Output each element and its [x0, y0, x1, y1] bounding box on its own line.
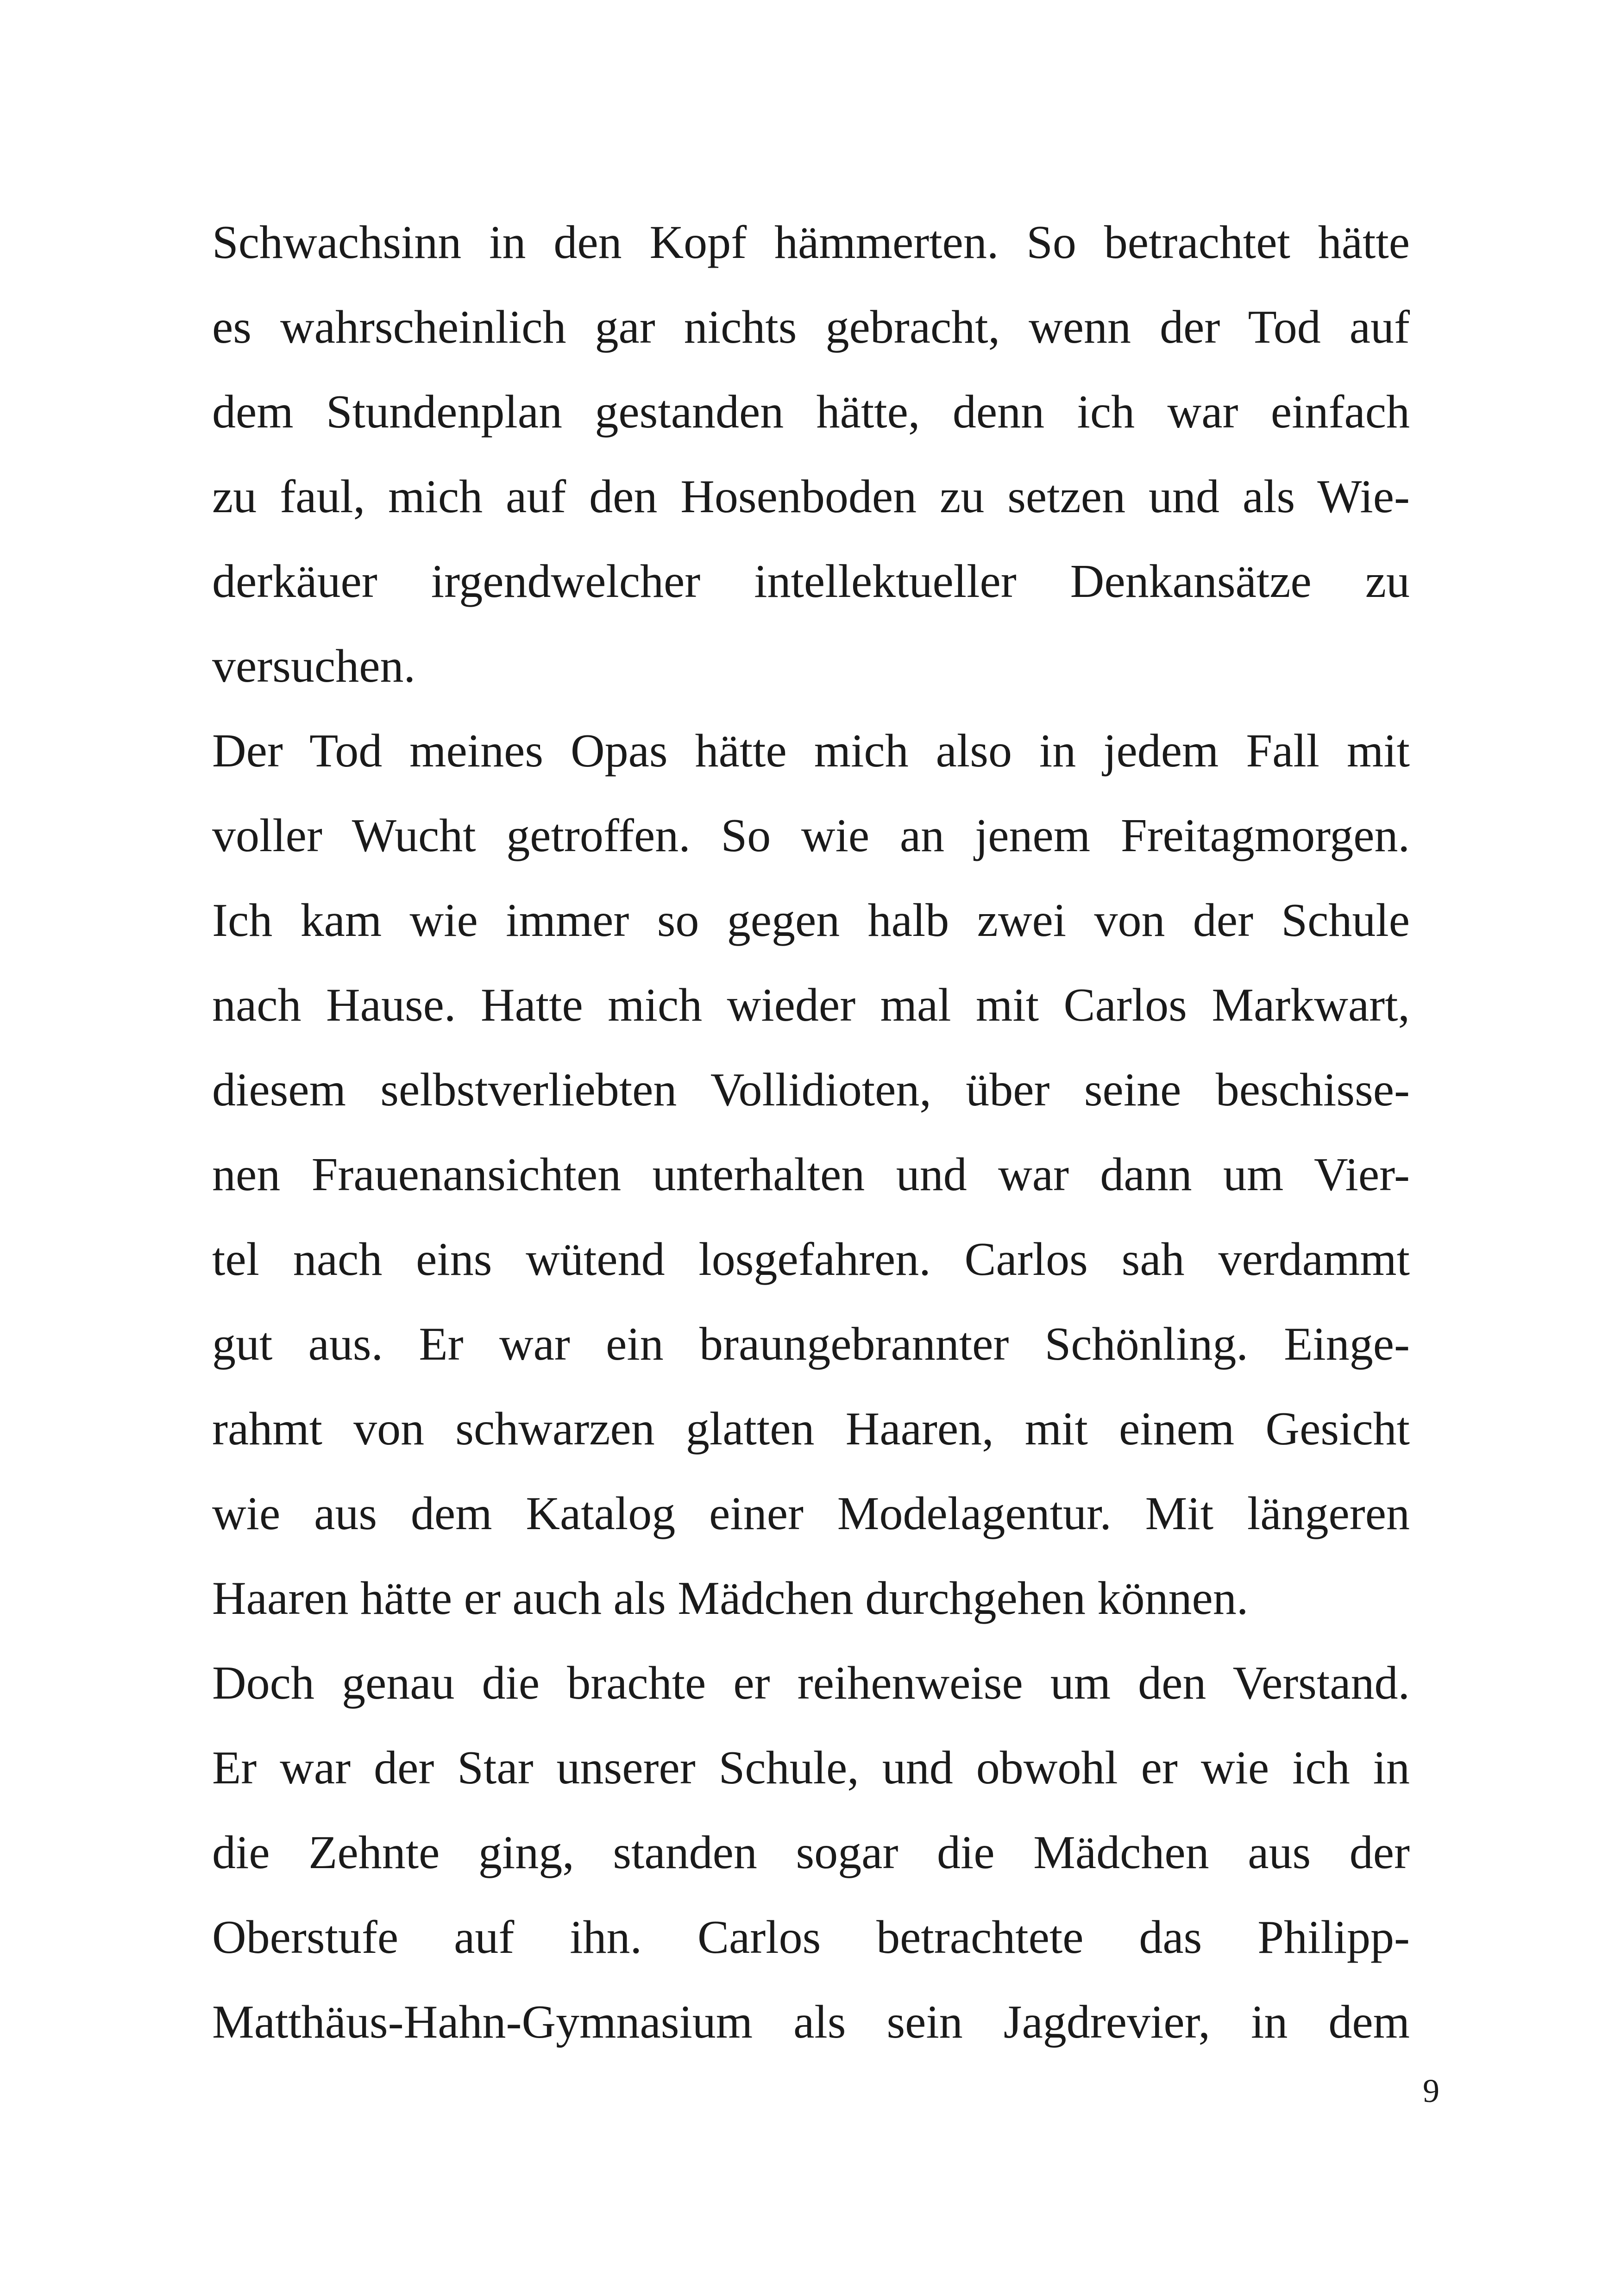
text-line: Der Tod meines Opas hätte mich also in jedem Fall mit [212, 725, 1410, 777]
text-line: versuchen. [212, 640, 415, 692]
text-line: Ich kam wie immer so gegen halb zwei von der Schule [212, 894, 1410, 947]
text-line: dem Stundenplan gestanden hätte, denn ich war einfach [212, 386, 1410, 438]
text-line: nach Hause. Hatte mich wieder mal mit Carlos Markwart, [212, 979, 1410, 1031]
text-line: Oberstufe auf ihn. Carlos betrachtete das Philipp- [212, 1911, 1410, 1964]
text-line: wie aus dem Katalog einer Modelagentur. Mit längeren [212, 1487, 1410, 1540]
text-line: Haaren hätte er auch als Mädchen durchgehen können. [212, 1572, 1249, 1625]
page-number: 9 [1423, 2072, 1439, 2109]
text-line: Doch genau die brachte er reihenweise um den Verstand. [212, 1657, 1410, 1709]
text-line: Er war der Star unserer Schule, und obwohl er wie ich in [212, 1742, 1410, 1794]
text-line: diesem selbstverliebten Vollidioten, über seine beschisse- [212, 1064, 1410, 1116]
text-line: nen Frauenansichten unterhalten und war dann um Vier- [212, 1148, 1410, 1201]
text-line: gut aus. Er war ein braungebrannter Schönling. Einge- [212, 1318, 1410, 1370]
text-line: voller Wucht getroffen. So wie an jenem Freitagmorgen. [212, 809, 1410, 862]
text-line: Schwachsinn in den Kopf hämmerten. So betrachtet hätte [212, 216, 1410, 269]
body-text [212, 200, 1410, 2064]
text-line: es wahrscheinlich gar nichts gebracht, wenn der Tod auf [212, 301, 1410, 353]
text-line: tel nach eins wütend losgefahren. Carlos sah verdammt [212, 1233, 1410, 1286]
text-line: die Zehnte ging, standen sogar die Mädchen aus der [212, 1826, 1410, 1879]
text-line: zu faul, mich auf den Hosenboden zu setzen und als Wie- [212, 470, 1410, 523]
text-line: rahmt von schwarzen glatten Haaren, mit einem Gesicht [212, 1403, 1410, 1455]
text-line: derkäuer irgendwelcher intellektueller Denkansätze zu [212, 555, 1410, 608]
text-line: Matthäus-Hahn-Gymnasium als sein Jagdrevier, in dem [212, 1996, 1410, 2048]
